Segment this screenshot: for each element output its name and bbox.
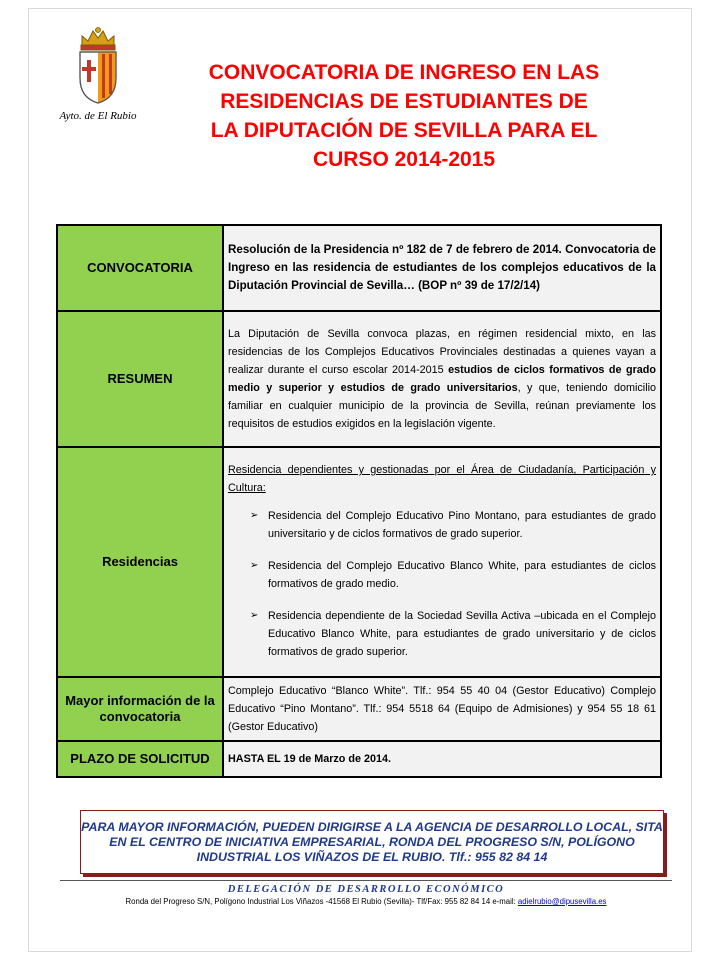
- footer-title: DELEGACIÓN DE DESARROLLO ECONÓMICO: [227, 884, 505, 895]
- list-item: [250, 507, 656, 543]
- footer-address: [60, 897, 672, 906]
- label-mayor-info: Mayor información de la convocatoria: [57, 677, 223, 741]
- resumen-bold-text: estudios de ciclos formativos de grado medio y superior y estudios de grado universitarios: [228, 364, 656, 394]
- list-item-text: Residencia dependiente de la Sociedad Sevilla Activa –ubicada en el Complejo Educativo Blanco White, para estudiantes de grado universitario y de ciclos formativos de grado superior.: [268, 610, 656, 658]
- content-resumen: [223, 311, 661, 447]
- label-plazo: PLAZO DE SOLICITUD: [57, 741, 223, 777]
- town-logo: [48, 26, 148, 122]
- resumen-text: , y que, teniendo domicilio familiar en cualquier municipio de la provincia de Sevilla, reúnan previamente los requisitos de estudios exigidos en la legislación vigente.: [228, 382, 657, 430]
- arrow-bullet-icon: ➢: [250, 610, 259, 621]
- footer-email-link[interactable]: adielrubio@dipusevilla.es: [517, 897, 607, 906]
- notice-text: PARA MAYOR INFORMACIÓN, PUEDEN DIRIGIRSE A LA AGENCIA DE DESARROLLO LOCAL, SITA EN EL CENTRO DE INICIATIVA EMPRESARIAL, RONDA DEL PROGRESO S/N, POLÍGONO INDUSTRIAL LOS VIÑAZOS DE EL RUBIO. Tlf.: 955 82 84 14: [81, 819, 663, 864]
- list-item-text: Residencia del Complejo Educativo Blanco White, para estudiantes de ciclos formativos de grado medio.: [268, 560, 656, 590]
- content-convocatoria: Resolución de la Presidencia nº 182 de 7 de febrero de 2014. Convocatoria de Ingreso en las residencia de estudiantes de los complejos educativos de la Diputación Provincial de Sevilla… (BOP nº 39 de 17/2/14): [223, 225, 661, 311]
- list-item-text: Residencia del Complejo Educativo Pino Montano, para estudiantes de grado universitario y de ciclos formativos de grado superior.: [268, 510, 656, 540]
- row-convocatoria: [57, 225, 661, 311]
- coat-of-arms-icon: [76, 26, 120, 104]
- footer-address-text: Ronda del Progreso S/N, Polígono Industrial Los Viñazos -41568 El Rubio (Sevilla)- Tlf/Fax: 955 82 84 14 e-mail:: [125, 897, 518, 906]
- arrow-bullet-icon: ➢: [250, 560, 259, 571]
- title-line: CONVOCATORIA DE INGRESO EN LAS: [208, 61, 600, 84]
- residencias-list: [228, 507, 656, 661]
- content-mayor-info: Complejo Educativo “Blanco White”. Tlf.: 954 55 40 04 (Gestor Educativo) Complejo Educativo “Pino Montano”. Tlf.: 954 5518 64 (Equipo de Admisiones) y 954 55 18 61 (Gestor Educativo): [223, 677, 661, 741]
- logo-caption: Ayto. de El Rubio: [59, 110, 137, 122]
- label-resumen: RESUMEN: [57, 311, 223, 447]
- row-mayor-info: [57, 677, 661, 741]
- info-table: [56, 224, 662, 778]
- row-resumen: [57, 311, 661, 447]
- info-notice-box: [80, 810, 664, 874]
- label-convocatoria: CONVOCATORIA: [57, 225, 223, 311]
- residencias-lead: Residencia dependientes y gestionadas por el Área de Ciudadanía, Participación y Cultura:: [228, 464, 656, 494]
- footer-divider: [60, 880, 672, 881]
- content-plazo: HASTA EL 19 de Marzo de 2014.: [223, 741, 661, 777]
- arrow-bullet-icon: ➢: [250, 510, 259, 521]
- label-residencias: Residencias: [57, 447, 223, 677]
- title-line: RESIDENCIAS DE ESTUDIANTES DE: [220, 90, 588, 113]
- row-plazo: [57, 741, 661, 777]
- resumen-text: La Diputación de Sevilla convoca plazas, en régimen residencial mixto, en las residencias de los Complejos Educativos Provinciales destinadas a quienes vayan a realizar durante el curso escolar 2014-2015: [228, 328, 656, 376]
- row-residencias: [57, 447, 661, 677]
- content-residencias: [223, 447, 661, 677]
- list-item: [250, 607, 656, 661]
- title-line: CURSO 2014-2015: [312, 148, 496, 171]
- title-line: LA DIPUTACIÓN DE SEVILLA PARA EL: [210, 119, 598, 142]
- document-title: [150, 58, 658, 174]
- list-item: [250, 557, 656, 593]
